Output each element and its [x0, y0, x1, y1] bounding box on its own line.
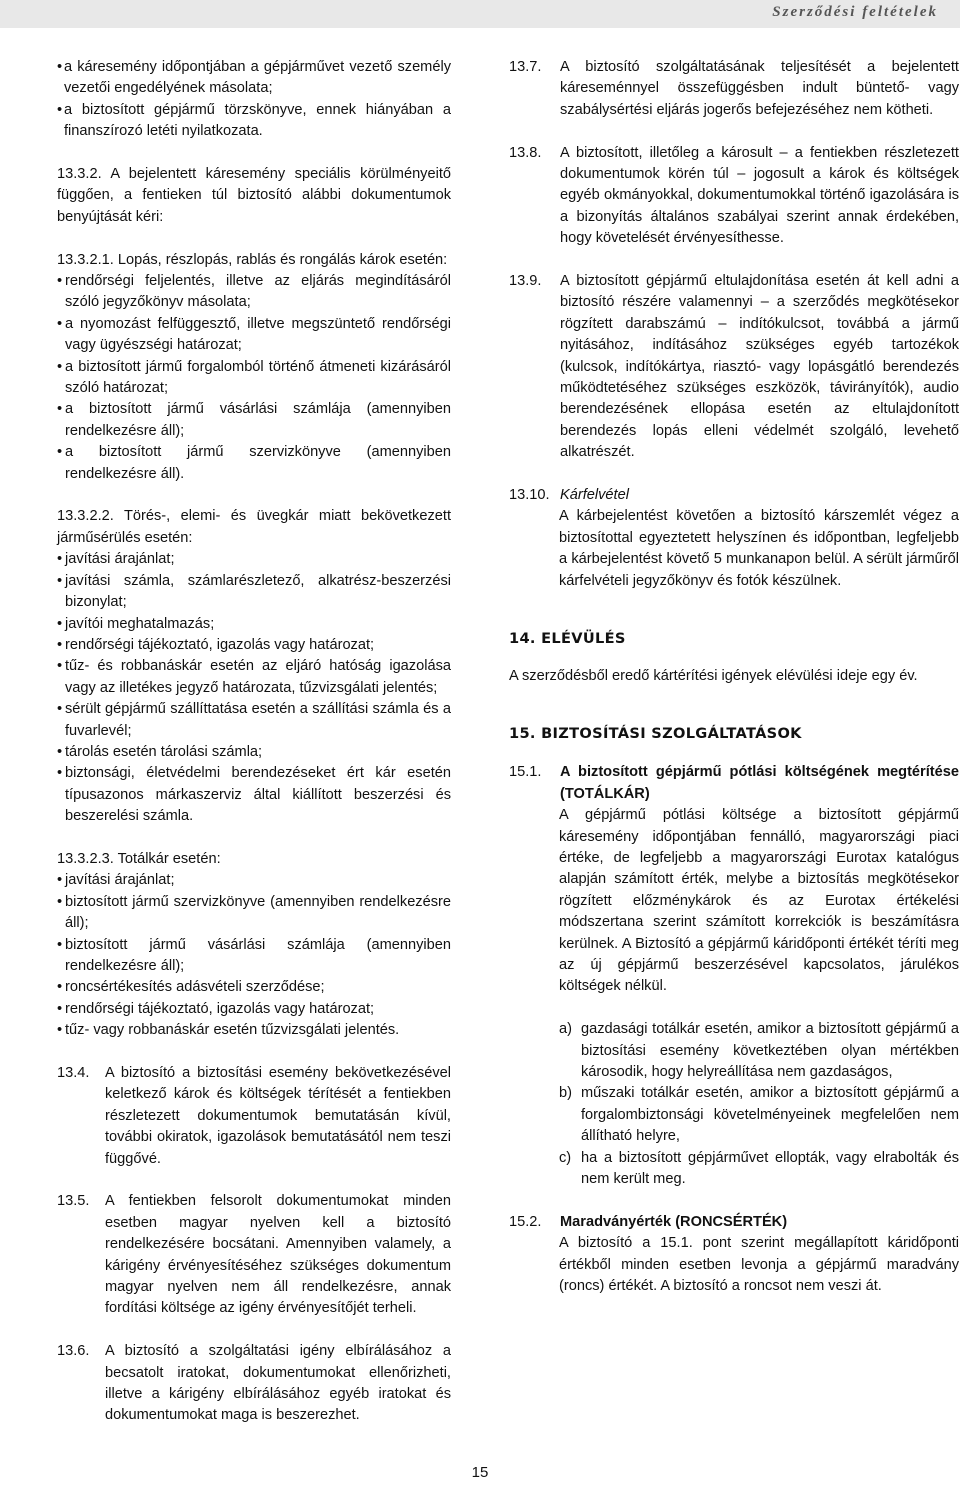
list-item	[559, 1148, 959, 1191]
section-13-3-2-2	[57, 506, 451, 827]
section-text: A fentiekben felsorolt dokumentumokat minden esetben magyar nyelven kell a biztosító rendelkezésére bocsátani. Amennyiben valamely, a kárigény érvényesítéséhez szükséges dokumentum magyar nyelven nem áll rendelkezésre, annak fordítási költsége az igény érvényesítőjét terheli.	[105, 1193, 451, 1317]
list-item: • javítási számla, számlarészletező, alkatrész-beszerzési bizonylat;	[57, 571, 451, 614]
section-title: A biztosított gépjármű pótlási költségének megtérítése (TOTÁLKÁR)	[560, 764, 959, 802]
section-number: 15.2.	[509, 1213, 542, 1230]
section-text: A biztosított, illetőleg a károsult – a fentiekben részletezett dokumentumok körén túl – jogosult a károk és költségek egyéb okmányokkal, dokumentumokkal történő igazolására is a bizonyítás általános szabályai szerint annak érdekében, hogy követelését érvényesíthesse.	[560, 144, 959, 247]
section-13-8	[509, 143, 959, 250]
section-text: A biztosító a 15.1. pont szerint megállapított káridőponti értékből minden esetben levonja a gépjármű maradvány (roncs) értékét. A biztosító a roncsot nem veszi át.	[559, 1235, 959, 1295]
list-item	[559, 1083, 959, 1147]
section-15-1	[509, 762, 959, 1190]
section-number: 13.3.2.3.	[57, 850, 114, 867]
heading-14: 14. ELÉVÜLÉS	[509, 630, 626, 648]
page-number: 15	[471, 1464, 489, 1481]
section-13-7	[509, 57, 959, 121]
list-item: • biztosított jármű vásárlási számlája (amennyiben rendelkezésre áll);	[57, 935, 451, 978]
section-number: 13.7.	[509, 59, 542, 75]
list-item: • tárolás esetén tárolási számla;	[57, 742, 451, 763]
left-column	[57, 57, 451, 1427]
list-item: • a biztosított jármű szervizkönyve (amennyiben rendelkezésre áll).	[57, 442, 451, 485]
section-13-4	[57, 1063, 451, 1170]
list-item: • a káresemény időpontjában a gépjárművet vezető személy vezetői engedélyének másolata;	[57, 57, 451, 100]
right-column	[509, 57, 959, 1297]
section-title: Maradványérték (RONCSÉRTÉK)	[560, 1213, 788, 1230]
section-number: 13.5.	[57, 1193, 90, 1210]
section-13-3-2-3	[57, 849, 451, 1042]
section-title: Lopás, részlopás, rablás és rongálás károk esetén:	[117, 251, 448, 268]
list-item: • a biztosított gépjármű törzskönyve, ennek hiányában a finanszírozó letéti nyilatkozata.	[57, 100, 451, 143]
list-item-text: gazdasági totálkár esetén, amikor a biztosított gépjármű a biztosítási esemény következtében olyan mértékben károsodik, hogy helyreállítása nem gazdaságos,	[581, 1021, 959, 1080]
section-text: A gépjármű pótlási költsége a biztosított gépjármű káresemény időpontjában fennálló, magyarországi piaci értéke, de legfeljebb a magyarországi Eurotax katalógus alapján számított érték, melybe a biztosítás megkötésekor rögzített előzménykárok és az Eurotax értékelési módszertana szerint számított korrekciók is beszámításra kerülnek. A Biztosító a gépjármű káridőponti értékét téríti meg az új gépjármű beszerzésével kapcsolatos, járulékos költségek nélkül.	[559, 807, 959, 995]
section-number: 13.10.	[509, 487, 550, 504]
paragraph-14: A szerződésből eredő kártérítési igények elévülési ideje egy év.	[509, 667, 918, 684]
list-item: • a nyomozást felfüggesztő, illetve megszüntető rendőrségi vagy ügyészségi határozat;	[57, 314, 451, 357]
lettered-list	[509, 1019, 959, 1190]
section-13-5	[57, 1191, 451, 1319]
section-number: 13.3.2.	[57, 166, 102, 183]
section-title: Kárfelvétel	[560, 487, 629, 504]
section-number: 13.3.2.2.	[57, 508, 114, 525]
list-item-text: műszaki totálkár esetén, amikor a biztosított gépjármű a forgalombiztonsági követelményeinek megfelelően nem állítható helyre,	[581, 1085, 959, 1145]
section-13-3-2	[57, 164, 451, 228]
section-title: Totálkár esetén:	[117, 850, 221, 867]
section-number: 13.9.	[509, 273, 542, 290]
section-15-2	[509, 1212, 959, 1298]
list-item: • tűz- vagy robbanáskár esetén tűzvizsgálati jelentés.	[57, 1020, 451, 1041]
list-item: • tűz- és robbanáskár esetén az eljáró hatóság igazolása vagy az illetékes jegyző határozata, tűzvizsgálati jelentés;	[57, 656, 451, 699]
heading-15: 15. BIZTOSÍTÁSI SZOLGÁLTATÁSOK	[509, 724, 802, 742]
list-item: • a biztosított jármű forgalomból történő átmeneti kizárásáról szóló határozat;	[57, 357, 451, 400]
section-text: A biztosító a biztosítási esemény bekövetkezésével keletkező károk és költségek térítését a fentiekben részletezett dokumentumok bemutatásán kívül, további okiratok, igazolások bemutatásától nem teszi függővé.	[105, 1065, 451, 1167]
list-item-text: ha a biztosított gépjárművet ellopták, vagy elrabolták és nem került meg.	[581, 1149, 959, 1188]
section-number: 13.6.	[57, 1343, 90, 1360]
list-item	[559, 1019, 959, 1083]
list-item: • rendőrségi feljelentés, illetve az eljárás megindításáról szóló jegyzőkönyv másolata;	[57, 271, 451, 314]
section-number: 15.1.	[509, 764, 542, 781]
section-text: A biztosított gépjármű eltulajdonítása esetén át kell adni a biztosító részére valamennyi – a szerződés megkötésekor rögzített darabszámú – indítókulcsot, továbbá a jármű nyitásához, indításához szükséges egyéb tartozékok (kulcsok, indítókártya, riasztó- vagy lopásgátló berendezés működtetéséhez szükséges eszközök, távirányítók), audio berendezésének ellopása esetén az eltulajdonított berendezés lopás elleni védelmét szolgáló, levehető alkatrészét.	[560, 273, 959, 461]
bullet-list	[57, 271, 451, 485]
section-text: A bejelentett káresemény speciális körülményeitő függően, a fentieken túl biztosító alábbi dokumentumok benyújtását kéri:	[57, 166, 452, 225]
section-13-9	[509, 271, 959, 464]
section-number: 13.3.2.1.	[57, 251, 114, 268]
list-item: • roncsértékesítés adásvételi szerződése;	[57, 977, 451, 998]
list-item: • sérült gépjármű szállíttatása esetén a szállítási számla és a fuvarlevél;	[57, 699, 451, 742]
bullet-list	[57, 870, 451, 1041]
section-text: A biztosító a szolgáltatási igény elbírálásához a becsatolt iratokat, dokumentumokat ellenőrizheti, illetve a kárigény elbírálásához egyéb iratokat és dokumentumokat maga is beszerezhet.	[105, 1343, 451, 1424]
list-item: • javítói meghatalmazás;	[57, 614, 451, 635]
list-item: • rendőrségi tájékoztató, igazolás vagy határozat;	[57, 999, 451, 1020]
section-number: 13.8.	[509, 144, 542, 161]
section-text: A biztosító szolgáltatásának teljesítését a bejelentett káreseménnyel összefüggésben indult büntető- vagy szabálysértési eljárás jogerős befejezéséhez nem kötheti.	[560, 59, 959, 118]
list-item: • biztonsági, életvédelmi berendezéseket ért kár esetén típusazonos márkaszerviz által kiállított beszerzési és beszerelési számla.	[57, 763, 451, 827]
top-bullet-list	[57, 57, 451, 143]
section-text: A kárbejelentést követően a biztosító kárszemlét végez a biztosítottal egyeztetett helyszínen és időpontban, legfeljebb a kárbejelentést követő 5 munkanapon belül. A sérült járműről kárfelvételi jegyzőkönyv és fotók készülnek.	[559, 508, 959, 589]
list-item-label: a)	[559, 1021, 572, 1038]
section-13-10	[509, 485, 959, 592]
page-header	[0, 0, 960, 28]
section-number: 13.4.	[57, 1065, 90, 1082]
bullet-list	[57, 549, 451, 827]
section-title: Törés-, elemi- és üvegkár miatt bekövetkezett járműsérülés esetén:	[57, 508, 451, 546]
header-title: Szerződési feltételek	[772, 4, 938, 20]
list-item: • javítási árajánlat;	[57, 870, 451, 891]
list-item: • biztosított jármű szervizkönyve (amennyiben rendelkezésre áll);	[57, 892, 451, 935]
list-item: • javítási árajánlat;	[57, 549, 451, 570]
list-item: • a biztosított jármű vásárlási számlája (amennyiben rendelkezésre áll);	[57, 399, 451, 442]
section-13-3-2-1	[57, 250, 451, 485]
list-item-label: c)	[559, 1149, 572, 1166]
section-13-6	[57, 1341, 451, 1427]
list-item-label: b)	[559, 1085, 572, 1102]
list-item: • rendőrségi tájékoztató, igazolás vagy határozat;	[57, 635, 451, 656]
